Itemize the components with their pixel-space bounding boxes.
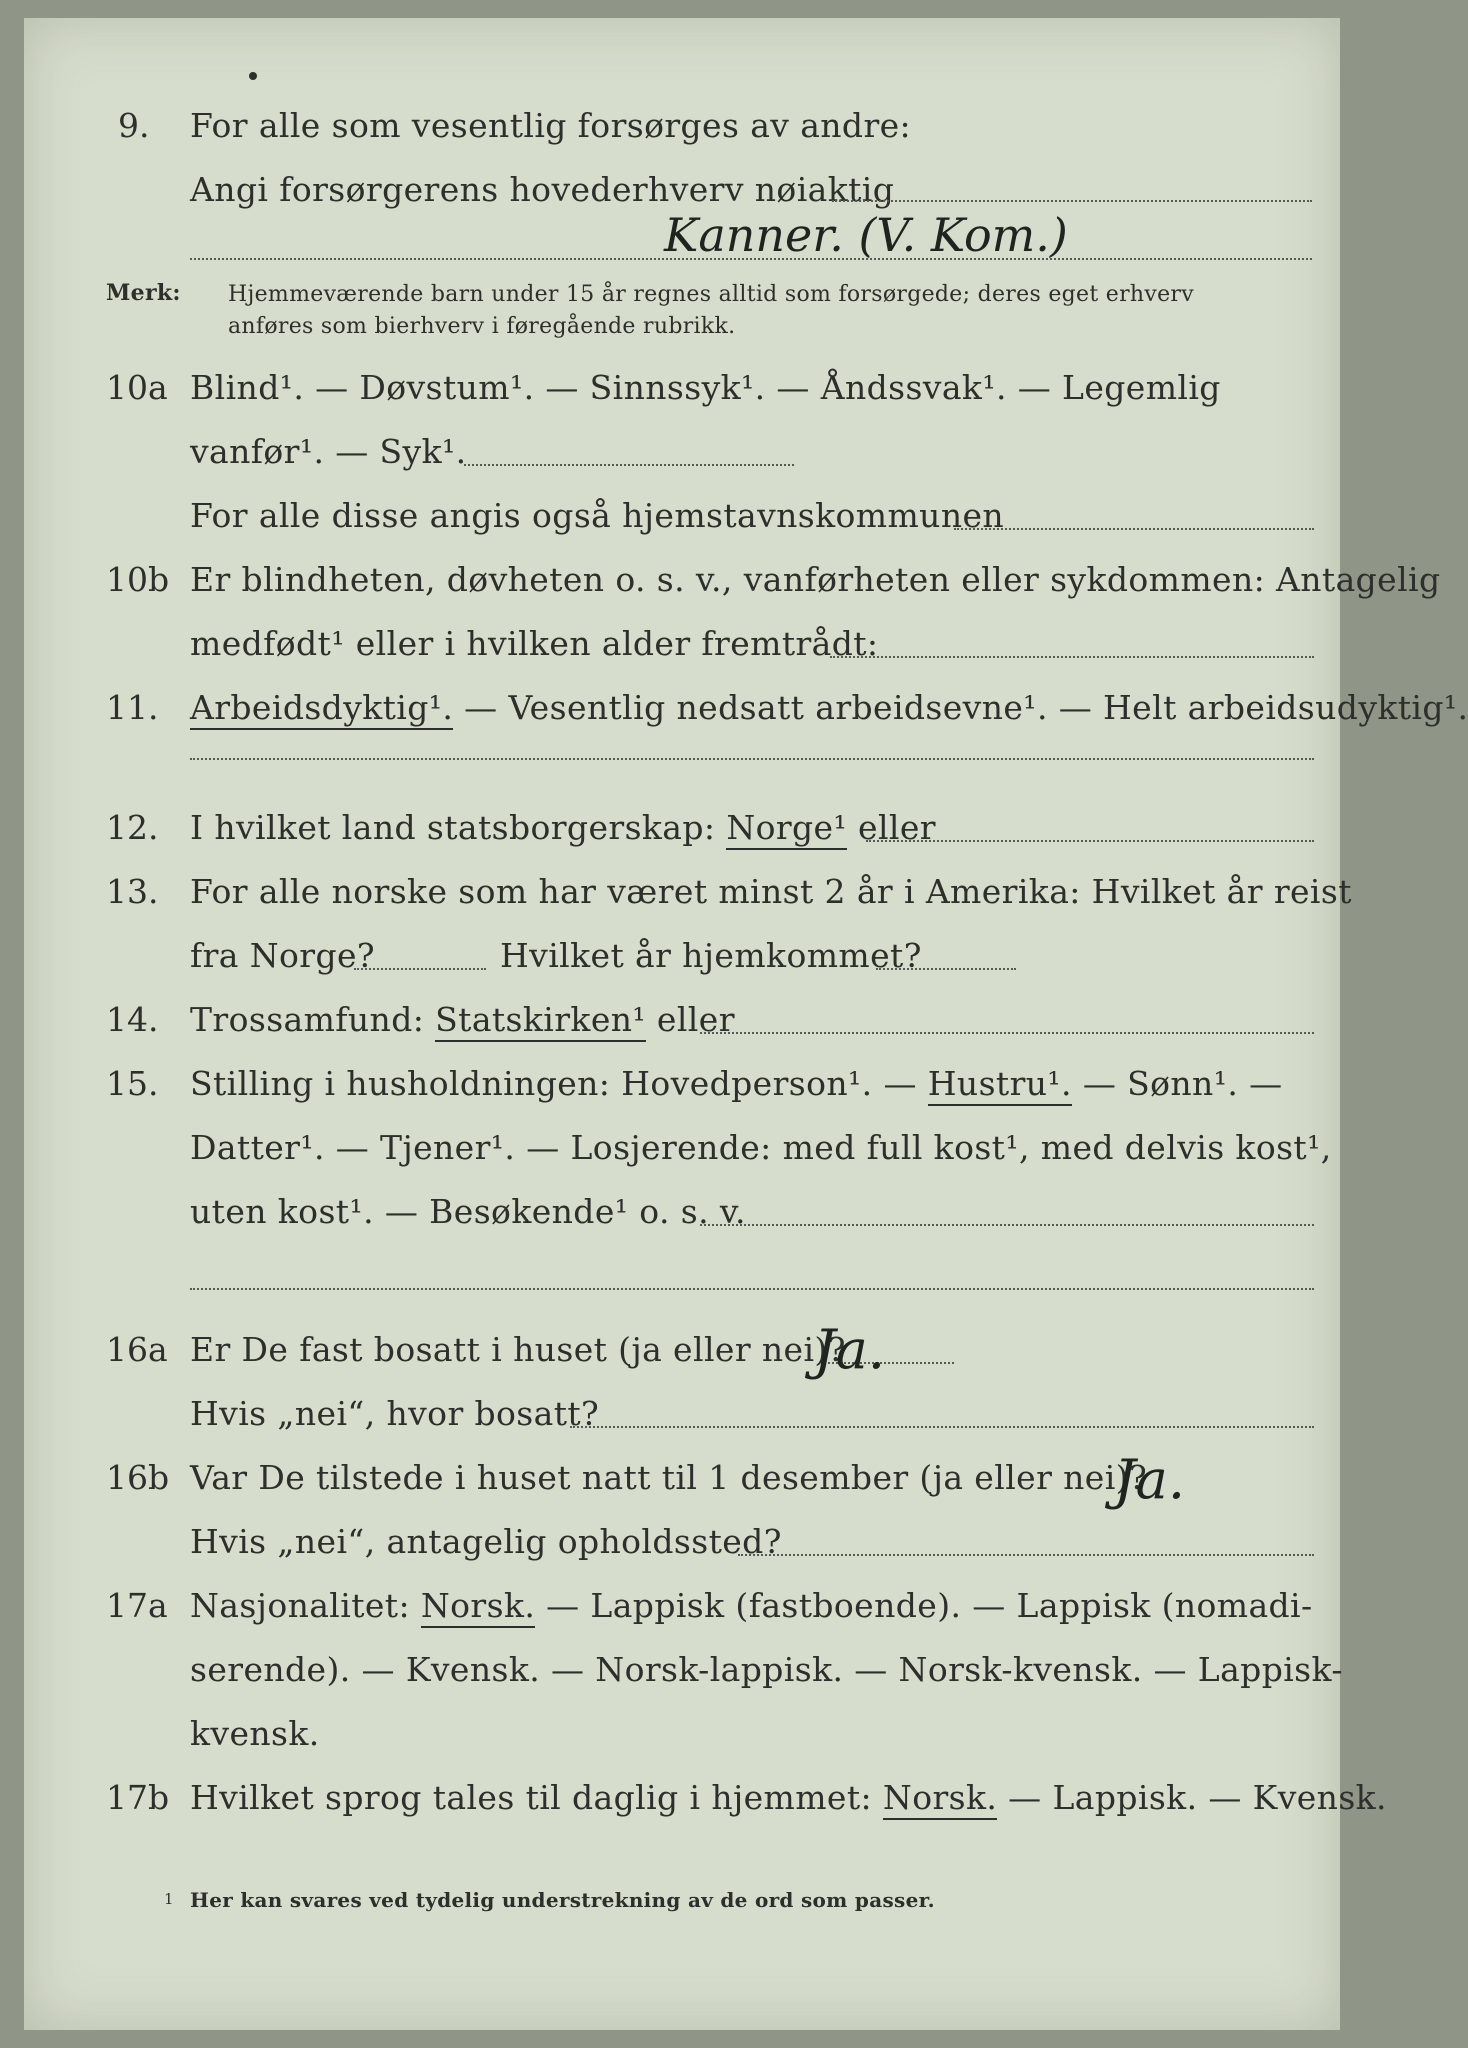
q17a-line3: kvensk.	[190, 1714, 320, 1753]
q17b-number: 17b	[106, 1778, 170, 1817]
q9-answer-line	[832, 200, 1312, 202]
q16a-number: 16a	[106, 1330, 168, 1369]
q17b-other-options: — Lappisk. — Kvensk.	[997, 1778, 1387, 1817]
q17a-label: Nasjonalitet:	[190, 1586, 421, 1625]
footnote-mark: 1	[164, 1890, 174, 1908]
q13-hjemkommet-line	[876, 968, 1016, 970]
q15-answer-line	[700, 1224, 1314, 1226]
q10b-number: 10b	[106, 560, 170, 599]
q15-number: 15.	[106, 1064, 159, 1103]
q10a-line1: Blind¹. — Døvstum¹. — Sinnssyk¹. — Åndssvak¹. — Legemlig	[190, 368, 1221, 407]
q17a-number: 17a	[106, 1586, 168, 1625]
merk-label: Merk:	[106, 280, 181, 306]
q11-line	[190, 688, 1468, 727]
q12-line	[190, 808, 936, 847]
q15-line3: uten kost¹. — Besøkende¹ o. s. v.	[190, 1192, 746, 1231]
q15-line1-text: Stilling i husholdningen: Hovedperson¹. —	[190, 1064, 928, 1103]
ink-dot	[249, 72, 257, 80]
q14-answer-line	[700, 1032, 1314, 1034]
q13-number: 13.	[106, 872, 159, 911]
q17b-selected-option: Norsk.	[883, 1778, 997, 1820]
q10a-number: 10a	[106, 368, 168, 407]
q17a-line1	[190, 1586, 1313, 1625]
q14-alt: eller	[646, 1000, 735, 1039]
q10b-line2: medfødt¹ eller i hvilken alder fremtrådt:	[190, 624, 879, 663]
q14-line	[190, 1000, 735, 1039]
q9-number: 9.	[118, 106, 150, 145]
q16b-handwritten-answer: Ja.	[1114, 1448, 1186, 1511]
q14-selected-option: Statskirken¹	[435, 1000, 646, 1042]
footnote-text: Her kan svares ved tydelig understrekning av de ord som passer.	[190, 1888, 935, 1912]
q11-answer-line	[190, 758, 1314, 760]
q14-number: 14.	[106, 1000, 159, 1039]
q16b-line2: Hvis „nei“, antagelig opholdssted?	[190, 1522, 782, 1561]
q9-line1: For alle som vesentlig forsørges av andre:	[190, 106, 912, 145]
q10a-line3: For alle disse angis også hjemstavnskommunen	[190, 496, 1005, 535]
q13-line1: For alle norske som har været minst 2 år i Amerika: Hvilket år reist	[190, 872, 1352, 911]
q13-line2a: fra Norge?	[190, 936, 376, 975]
merk-line2: anføres som bierhverv i føregående rubrikk.	[228, 314, 736, 339]
merk-line1: Hjemmeværende barn under 15 år regnes alltid som forsørgede; deres eget erhverv	[228, 282, 1194, 307]
q10b-line1: Er blindheten, døvheten o. s. v., vanførheten eller sykdommen: Antagelig	[190, 560, 1441, 599]
q16a-handwritten-answer: Ja.	[814, 1318, 886, 1381]
census-form-page	[24, 18, 1468, 2030]
q15-line1-rest: — Sønn¹. —	[1071, 1064, 1283, 1103]
q11-selected-option: Arbeidsdyktig¹.	[190, 688, 453, 730]
q11-other-options: — Vesentlig nedsatt arbeidsevne¹. — Helt arbeidsudyktig¹.	[453, 688, 1468, 727]
q17a-selected-option: Norsk.	[421, 1586, 535, 1628]
q15-line1	[190, 1064, 1283, 1103]
q10a-syk-line	[464, 464, 794, 466]
q15-answer-line-2	[190, 1288, 1314, 1290]
q16a-line1: Er De fast bosatt i huset (ja eller nei)?	[190, 1330, 846, 1369]
q15-selected-option: Hustru¹.	[928, 1064, 1072, 1106]
q17a-line1-rest: — Lappisk (fastboende). — Lappisk (nomadi-	[535, 1586, 1313, 1625]
q17a-line2: serende). — Kvensk. — Norsk-lappisk. — Norsk-kvensk. — Lappisk-	[190, 1650, 1343, 1689]
q9-handwritten-answer: Kanner. (V. Kom.)	[664, 208, 1068, 262]
q16b-line1: Var De tilstede i huset natt til 1 desember (ja eller nei)?	[190, 1458, 1148, 1497]
q12-selected-option: Norge¹	[726, 808, 847, 850]
q14-question: Trossamfund:	[190, 1000, 436, 1039]
q16b-number: 16b	[106, 1458, 170, 1497]
q11-number: 11.	[106, 688, 159, 727]
q16b-opholdssted-line	[738, 1554, 1314, 1556]
q10b-answer-line	[830, 656, 1314, 658]
q12-number: 12.	[106, 808, 159, 847]
q16a-bosatt-line	[570, 1426, 1314, 1428]
q10a-hjemstavn-line	[954, 528, 1314, 530]
q17b-line	[190, 1778, 1387, 1817]
q15-line2: Datter¹. — Tjener¹. — Losjerende: med full kost¹, med delvis kost¹,	[190, 1128, 1332, 1167]
q10a-line2: vanfør¹. — Syk¹.	[190, 432, 467, 471]
q9-line2: Angi forsørgerens hovederhverv nøiaktig	[190, 170, 895, 209]
q12-question: I hvilket land statsborgerskap:	[190, 808, 727, 847]
q17b-question: Hvilket sprog tales til daglig i hjemmet:	[190, 1778, 883, 1817]
q13-reist-line	[354, 968, 486, 970]
q13-line2b: Hvilket år hjemkommet?	[500, 936, 922, 975]
q12-answer-line	[866, 840, 1314, 842]
q16a-line2: Hvis „nei“, hvor bosatt?	[190, 1394, 600, 1433]
q12-alt: eller	[847, 808, 936, 847]
